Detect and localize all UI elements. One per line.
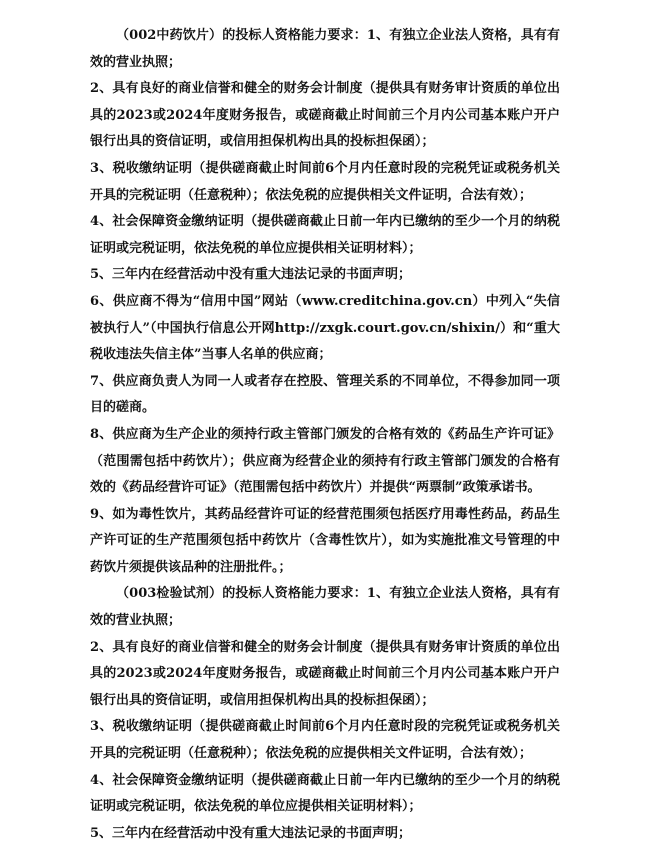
paragraph-002-item-4: 4、社会保障资金缴纳证明（提供磋商截止日前一年内已缴纳的至少一个月的纳税证明或完税证明，依法免税的单位应提供相关证明材料）； <box>90 214 560 256</box>
paragraph-003-item-4: 4、社会保障资金缴纳证明（提供磋商截止日前一年内已缴纳的至少一个月的纳税证明或完税证明，依法免税的单位应提供相关证明材料）； <box>90 772 560 815</box>
paragraph-002-item-9: 9、如为毒性饮片，其药品经营许可证的经营范围须包括医疗用毒性药品，药品生产许可证的生产范围须包括中药饮片（含毒性饮片），如为实施批准文号管理的中药饮片须提供该品种的注册批件。； <box>90 506 560 575</box>
paragraph-003-item-5: 5、三年内在经营活动中没有重大违法记录的书面声明； <box>90 825 412 841</box>
paragraph-002-item-7: 7、供应商负责人为同一人或者存在控股、管理关系的不同单位，不得参加同一项目的磋商。 <box>90 373 560 416</box>
paragraph-003-item-2: 2、具有良好的商业信誉和健全的财务会计制度（提供具有财务审计资质的单位出具的2023或2024年度财务报告，或磋商截止时间前三个月内公司基本账户开户银行出具的资信证明，或信用担保机构出具的投标担保函）； <box>90 639 560 708</box>
paragraph-002-item-8: 8、供应商为生产企业的须持行政主管部门颁发的合格有效的《药品生产许可证》（范围需包括中药饮片）；供应商为经营企业的须持有行政主管部门颁发的合格有效的《药品经营许可证》（范围需包括中药饮片）并提供“两票制”政策承诺书。 <box>90 426 560 496</box>
paragraph-002-item-5: 5、三年内在经营活动中没有重大违法记录的书面声明； <box>90 267 412 283</box>
paragraph-002-item-3: 3、税收缴纳证明（提供磋商截止时间前6个月内任意时段的完税凭证或税务机关开具的完税证明（任意税种）；依法免税的应提供相关文件证明，合法有效）； <box>90 160 560 203</box>
paragraph-002-item-6: 6、供应商不得为“信用中国”网站（www.creditchina.gov.cn）中列入“失信被执行人”（中国执行信息公开网http://zxgk.court.gov.cn/shixin/）和“重大税收违法失信主体”当事人名单的供应商； <box>90 293 560 363</box>
paragraph-003-header: （003检验试剂）的投标人资格能力要求：1、有独立企业法人资格，具有有效的营业执照； <box>90 586 560 629</box>
paragraph-003-item-3: 3、税收缴纳证明（提供磋商截止时间前6个月内任意时段的完税凭证或税务机关开具的完税证明（任意税种）；依法免税的应提供相关文件证明，合法有效）； <box>90 719 560 762</box>
document-body <box>90 23 560 847</box>
paragraph-002-item-2: 2、具有良好的商业信誉和健全的财务会计制度（提供具有财务审计资质的单位出具的2023或2024年度财务报告，或磋商截止时间前三个月内公司基本账户开户银行出具的资信证明，或信用担保机构出具的投标担保函）； <box>90 81 560 150</box>
paragraph-002-header: （002中药饮片）的投标人资格能力要求：1、有独立企业法人资格，具有有效的营业执照； <box>90 28 560 70</box>
